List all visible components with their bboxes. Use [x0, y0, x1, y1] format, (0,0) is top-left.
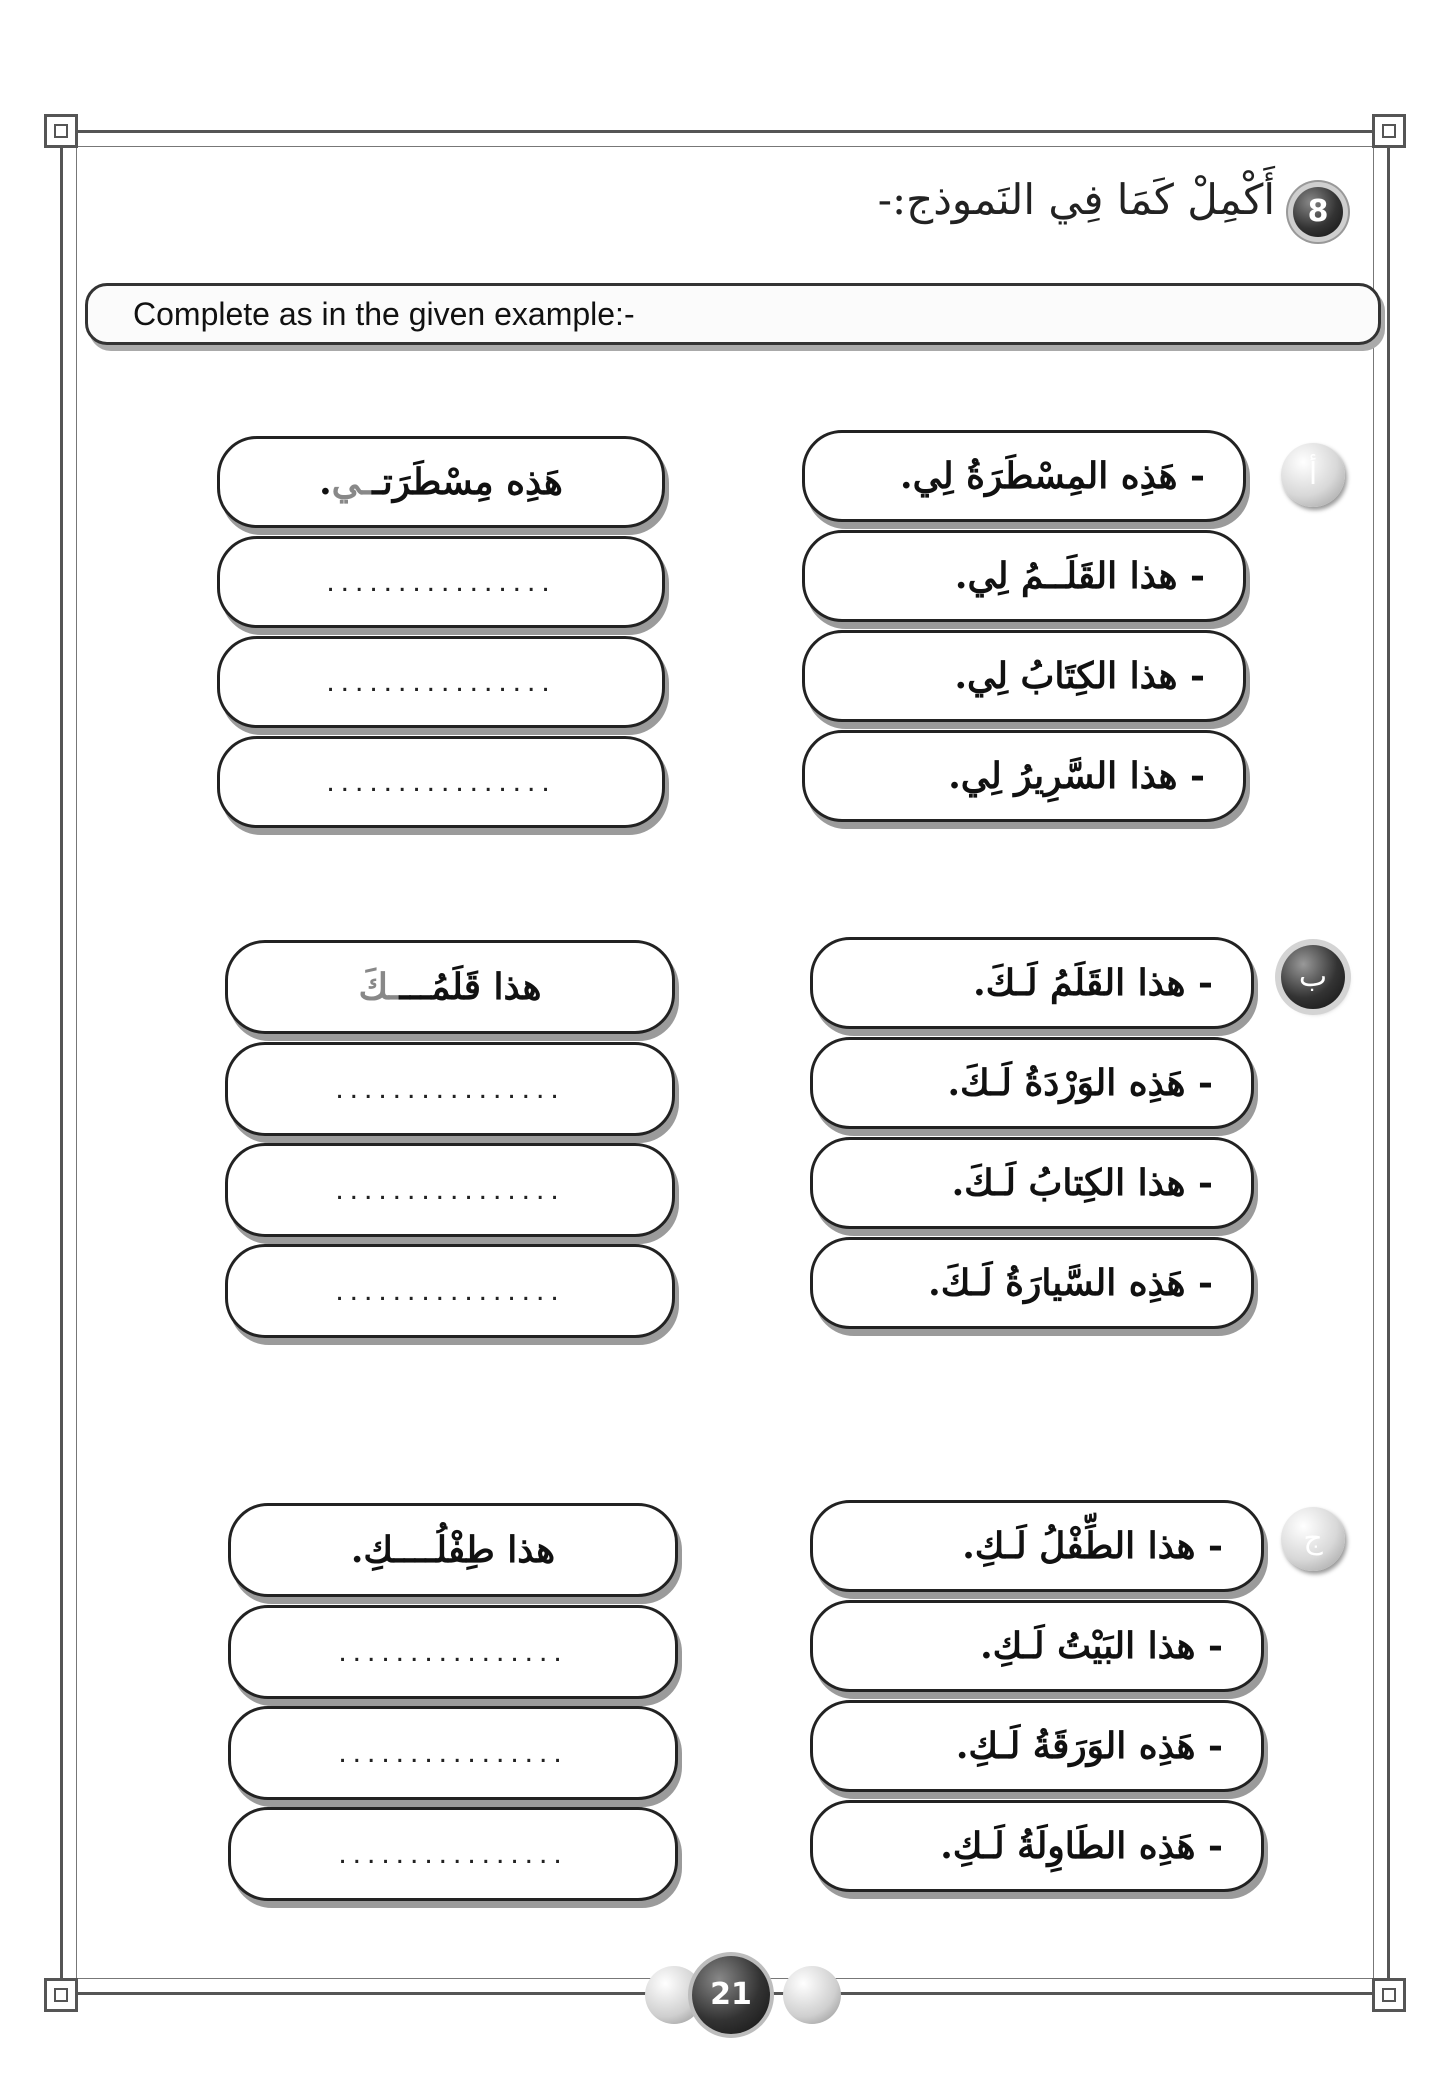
section-a-answer-3[interactable]: ................ [217, 736, 665, 828]
section-b-model-main: هذا قَلَمُـــ [399, 966, 542, 1008]
section-c-model-end: . [350, 1529, 364, 1571]
section-c-answer-1[interactable]: ................ [228, 1605, 678, 1699]
section-b-sentence-3: - هذا الكِتابُ لَـكَ. [810, 1137, 1254, 1229]
english-instruction: Complete as in the given example:- [133, 296, 635, 332]
section-a-sentence-4: - هذا السَّرِيرُ لِي. [802, 730, 1246, 822]
section-a-model-end: . [319, 461, 332, 503]
section-b-sentence-1: - هذا القَلَمُ لَـكَ. [810, 937, 1254, 1029]
section-a-answer-1[interactable]: ................ [217, 536, 665, 628]
section-a-sentence-3: - هذا الكِتَابُ لِي. [802, 630, 1246, 722]
section-c-model-suffix: ـكِ [363, 1529, 405, 1571]
frame-corner-bottom-right [1372, 1978, 1406, 2012]
section-a-sentence-2: - هذا القَلَــمُ لِي. [802, 530, 1246, 622]
section-b-model-suffix: ـكَ [358, 966, 400, 1008]
section-b-sentence-2: - هَذِه الوَرْدَةُ لَـكَ. [810, 1037, 1254, 1129]
section-b-badge: ب [1281, 945, 1345, 1009]
section-c-answer-2[interactable]: ................ [228, 1706, 678, 1800]
section-c-badge: ج [1281, 1507, 1345, 1571]
page-number-decoration-right [783, 1966, 841, 2024]
section-a-model-main: هَذِه مِسْطَرَتـ [372, 461, 563, 503]
exercise-number-badge: 8 [1293, 187, 1343, 237]
section-c-model-answer [228, 1503, 678, 1597]
section-b-answer-1[interactable]: ................ [225, 1042, 675, 1136]
section-a-sentence-1: - هَذِه المِسْطَرَةُ لِي. [802, 430, 1246, 522]
section-a-answer-2[interactable]: ................ [217, 636, 665, 728]
section-c-sentence-3: - هَذِه الوَرَقَةُ لَـكِ. [810, 1700, 1264, 1792]
section-b-answer-2[interactable]: ................ [225, 1143, 675, 1237]
frame-corner-top-left [44, 114, 78, 148]
frame-corner-bottom-left [44, 1978, 78, 2012]
english-instruction-bar [85, 283, 1381, 345]
section-b-sentence-4: - هَذِه السَّيارَةُ لَـكَ. [810, 1237, 1254, 1329]
arabic-instruction: أَكْمِلْ كَمَا فِي النَموذج:- [877, 175, 1275, 224]
section-a-model-suffix: ـي [331, 461, 373, 503]
section-b-answer-3[interactable]: ................ [225, 1244, 675, 1338]
page-number: 21 [692, 1956, 770, 2034]
section-a-badge: أ [1281, 443, 1345, 507]
section-b-model-answer [225, 940, 675, 1034]
section-a-model-answer [217, 436, 665, 528]
section-c-answer-3[interactable]: ................ [228, 1807, 678, 1901]
section-c-model-main: هذا طِفْلُـــ [404, 1529, 556, 1571]
frame-corner-top-right [1372, 114, 1406, 148]
section-c-sentence-1: - هذا الطِّفْلُ لَـكِ. [810, 1500, 1264, 1592]
section-c-sentence-4: - هَذِه الطَاوِلَةُ لَـكِ. [810, 1800, 1264, 1892]
section-c-sentence-2: - هذا البَيْتُ لَـكِ. [810, 1600, 1264, 1692]
